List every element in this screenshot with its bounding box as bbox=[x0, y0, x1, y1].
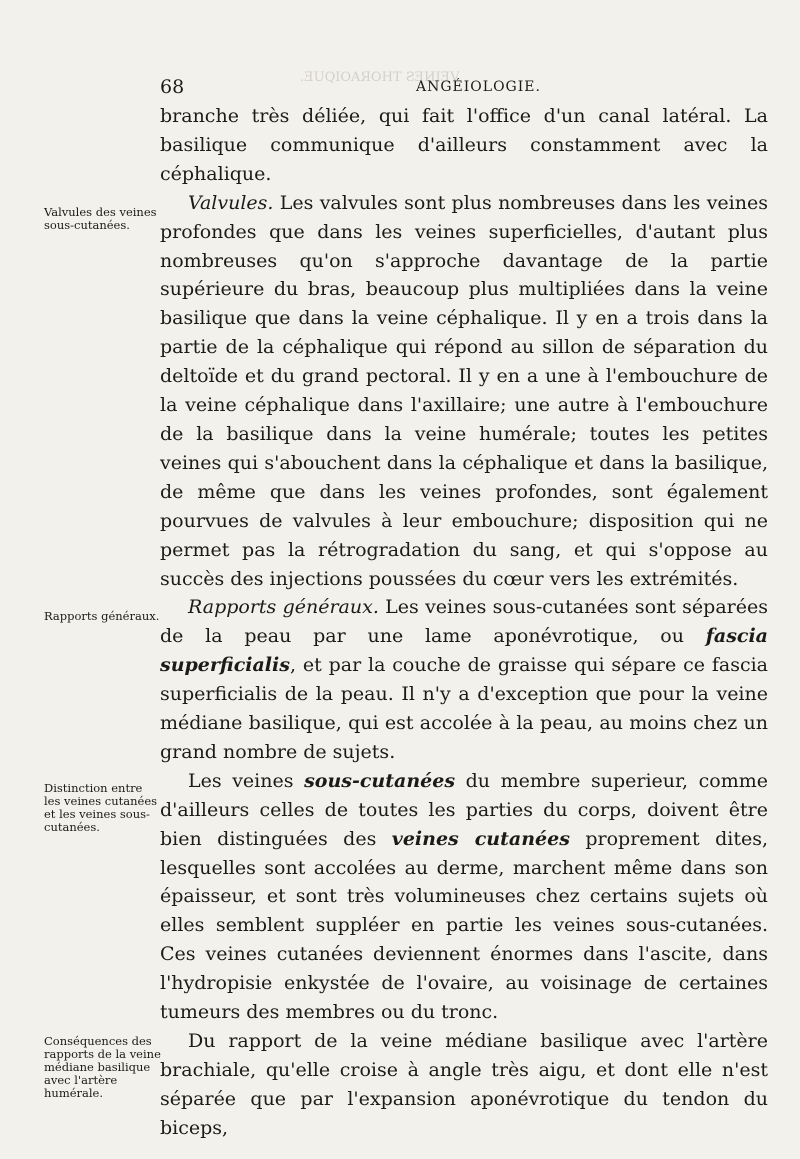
paragraph-distinction: Les veines sous-cutanées du membre superieur, comme d'ailleurs celles de toutes les parties du corps, doivent être bien distinguées des veines cutanées proprement dites, lesquelles sont accolées au derme, marchent même dans son épaisseur, et sont très volumineuses chez certains sujets où elles semblent suppléer en partie les veines sous-cutanées. Ces veines cutanées deviennent énormes dans l'ascite, dans l'hydropisie enkystée de l'ovaire, au voisinage de certaines tumeurs des membres ou du tronc. bbox=[160, 769, 769, 1024]
running-head: ANGÉIOLOGIE. bbox=[416, 79, 541, 95]
term-fascia: fascia superficialis bbox=[160, 625, 768, 677]
margin-note-consequences: Conséquences des rapports de la veine médiane basilique avec l'artère humérale. bbox=[44, 1034, 161, 1100]
show-through-text: .ƎUQIOAЯOHT ƧƎИIƎV bbox=[300, 70, 460, 85]
margin-note-distinction: Distinction entre les veines cutanées et les veines sous-cutanées. bbox=[44, 781, 158, 834]
page-header bbox=[160, 76, 760, 102]
paragraph-continuation: branche très déliée, qui fait l'office d'un canal latéral. La basilique communique d'ailleurs constamment avec la céphalique. bbox=[160, 105, 768, 185]
margin-note-valvules: Valvules des veines sous-cutanées. bbox=[44, 205, 157, 232]
term-veines-cutanees: veines cutanées bbox=[391, 827, 570, 850]
paragraph-valvules: Valvules. Les valvules sont plus nombreuses dans les veines profondes que dans les veines superficielles, d'autant plus nombreuses qu'on s'approche davantage de la partie supérieure du bras, beaucoup plus multipliées dans la veine basilique que dans la veine céphalique. Il y en a trois dans la partie de la céphalique qui répond au sillon de séparation du deltoïde et du grand pectoral. Il y en a une à l'embouchure de la veine céphalique dans l'axillaire; une autre à l'embouchure de la basilique dans la veine humérale; toutes les petites veines qui s'abouchent dans la céphalique et dans la basilique, de même que dans les veines profondes, sont également pourvues de valvules à leur embouchure; disposition qui ne permet pas la rétrogradation du sang, et qui s'oppose au succès des injections poussées du cœur vers les extrémités. bbox=[160, 191, 768, 590]
lead-rapports: Rapports généraux. bbox=[188, 596, 379, 619]
body-text bbox=[160, 102, 768, 1143]
paragraph-rapports: Rapports généraux. Les veines sous-cutanées sont séparées de la peau par une lame aponévrotique, ou fascia superficialis, et par la couche de graisse qui sépare ce fascia superficialis de la peau. Il n'y a d'exception que pour la veine médiane basilique, qui est accolée à la peau, au moins chez un grand nombre de sujets. bbox=[160, 596, 768, 763]
term-sous-cutanees: sous-cutanées bbox=[304, 769, 456, 792]
margin-note-rapports: Rapports généraux. bbox=[44, 609, 160, 623]
lead-valvules: Valvules. bbox=[188, 191, 274, 214]
page-number: 68 bbox=[160, 76, 185, 98]
paragraph-consequences: Du rapport de la veine médiane basilique avec l'artère brachiale, qu'elle croise à angle très aigu, et dont elle n'est séparée que par l'expansion aponévrotique du tendon du biceps, bbox=[160, 1030, 768, 1139]
